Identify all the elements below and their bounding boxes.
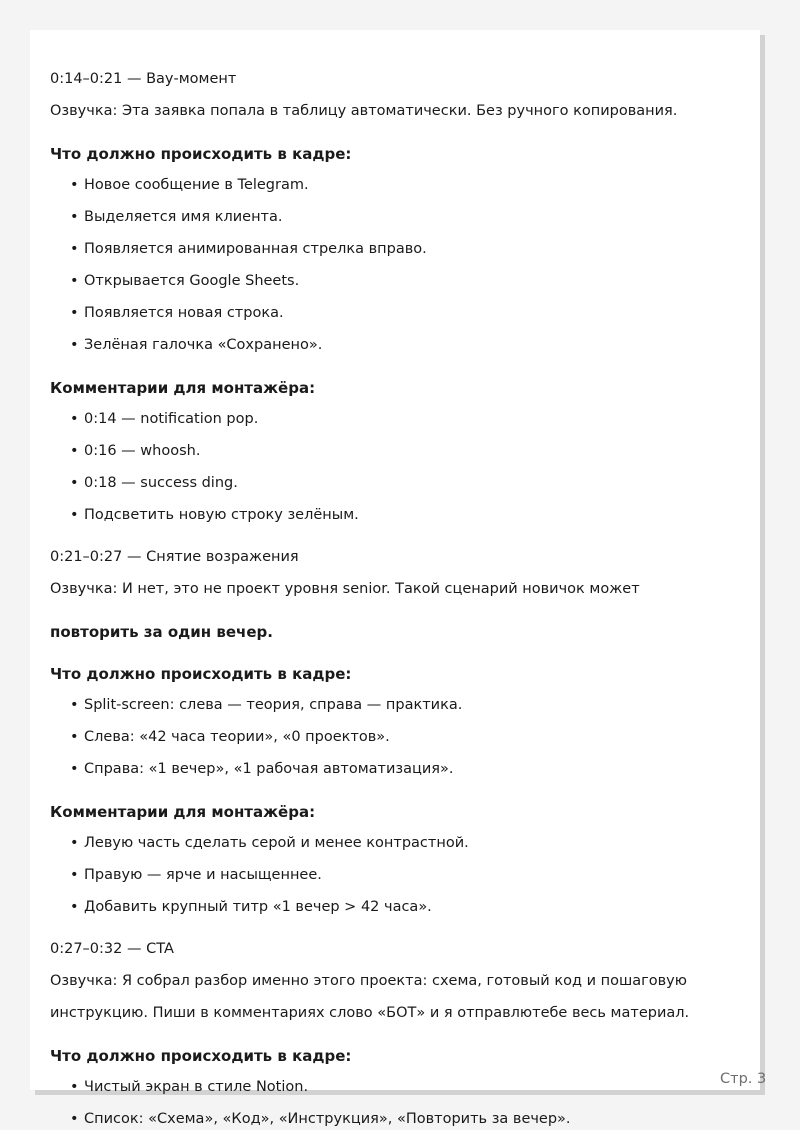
bullet-icon: • <box>70 697 79 713</box>
bullet-icon: • <box>70 475 79 491</box>
bullet-icon: • <box>70 761 79 777</box>
frame-heading: Что должно происходить в кадре: <box>50 665 352 683</box>
timecode-heading: 0:14–0:21 — Вау-момент <box>50 71 237 87</box>
voiceover-text: инструкцию. Пиши в комментариях слово «БОТ» и я отправлютебе весь материал. <box>50 1005 690 1021</box>
bullet-icon: • <box>70 177 79 193</box>
bullet-icon: • <box>70 337 79 353</box>
voiceover-text: Озвучка: Эта заявка попала в таблицу автоматически. Без ручного копирования. <box>50 103 678 119</box>
list-item: • Открывается Google Sheets. <box>70 273 300 289</box>
frame-heading: Что должно происходить в кадре: <box>50 145 352 163</box>
list-item: • 0:18 — success ding. <box>70 475 238 491</box>
page-number: Стр. 3 <box>720 1071 767 1087</box>
list-item: • Выделяется имя клиента. <box>70 209 283 225</box>
list-item: • Подсветить новую строку зелёным. <box>70 507 359 523</box>
list-item: • Правую — ярче и насыщеннее. <box>70 867 322 883</box>
timecode-heading: 0:27–0:32 — CTA <box>50 941 174 957</box>
frame-heading: Что должно происходить в кадре: <box>50 1047 352 1065</box>
bullet-icon: • <box>70 835 79 851</box>
bullet-icon: • <box>70 443 79 459</box>
list-item: • 0:16 — whoosh. <box>70 443 201 459</box>
list-item: • Список: «Схема», «Код», «Инструкция», «Повторить за вечер». <box>70 1111 571 1127</box>
list-item: • Слева: «42 часа теории», «0 проектов». <box>70 729 390 745</box>
list-item: • 0:14 — notification pop. <box>70 411 259 427</box>
list-item: • Появляется анимированная стрелка вправо. <box>70 241 427 257</box>
list-item: • Добавить крупный титр «1 вечер > 42 часа». <box>70 899 432 915</box>
list-item: • Split-screen: слева — теория, справа — практика. <box>70 697 463 713</box>
list-item: • Зелёная галочка «Сохранено». <box>70 337 323 353</box>
bullet-icon: • <box>70 1079 79 1095</box>
list-item: • Чистый экран в стиле Notion. <box>70 1079 309 1095</box>
bullet-icon: • <box>70 1111 79 1127</box>
list-item: • Новое сообщение в Telegram. <box>70 177 309 193</box>
bullet-icon: • <box>70 507 79 523</box>
list-item: • Левую часть сделать серой и менее контрастной. <box>70 835 469 851</box>
bullet-icon: • <box>70 867 79 883</box>
bullet-icon: • <box>70 729 79 745</box>
voiceover-text: Озвучка: И нет, это не проект уровня senior. Такой сценарий новичок может <box>50 581 640 597</box>
voiceover-text: Озвучка: Я собрал разбор именно этого проекта: схема, готовый код и пошаговую <box>50 973 687 989</box>
bullet-icon: • <box>70 899 79 915</box>
timecode-heading: 0:21–0:27 — Снятие возражения <box>50 549 299 565</box>
bullet-icon: • <box>70 273 79 289</box>
bullet-icon: • <box>70 305 79 321</box>
list-item: • Справа: «1 вечер», «1 рабочая автоматизация». <box>70 761 454 777</box>
editor-heading: Комментарии для монтажёра: <box>50 379 316 397</box>
voiceover-text-bold: повторить за один вечер. <box>50 623 273 641</box>
bullet-icon: • <box>70 241 79 257</box>
bullet-icon: • <box>70 411 79 427</box>
bullet-icon: • <box>70 209 79 225</box>
list-item: • Появляется новая строка. <box>70 305 284 321</box>
editor-heading: Комментарии для монтажёра: <box>50 803 316 821</box>
